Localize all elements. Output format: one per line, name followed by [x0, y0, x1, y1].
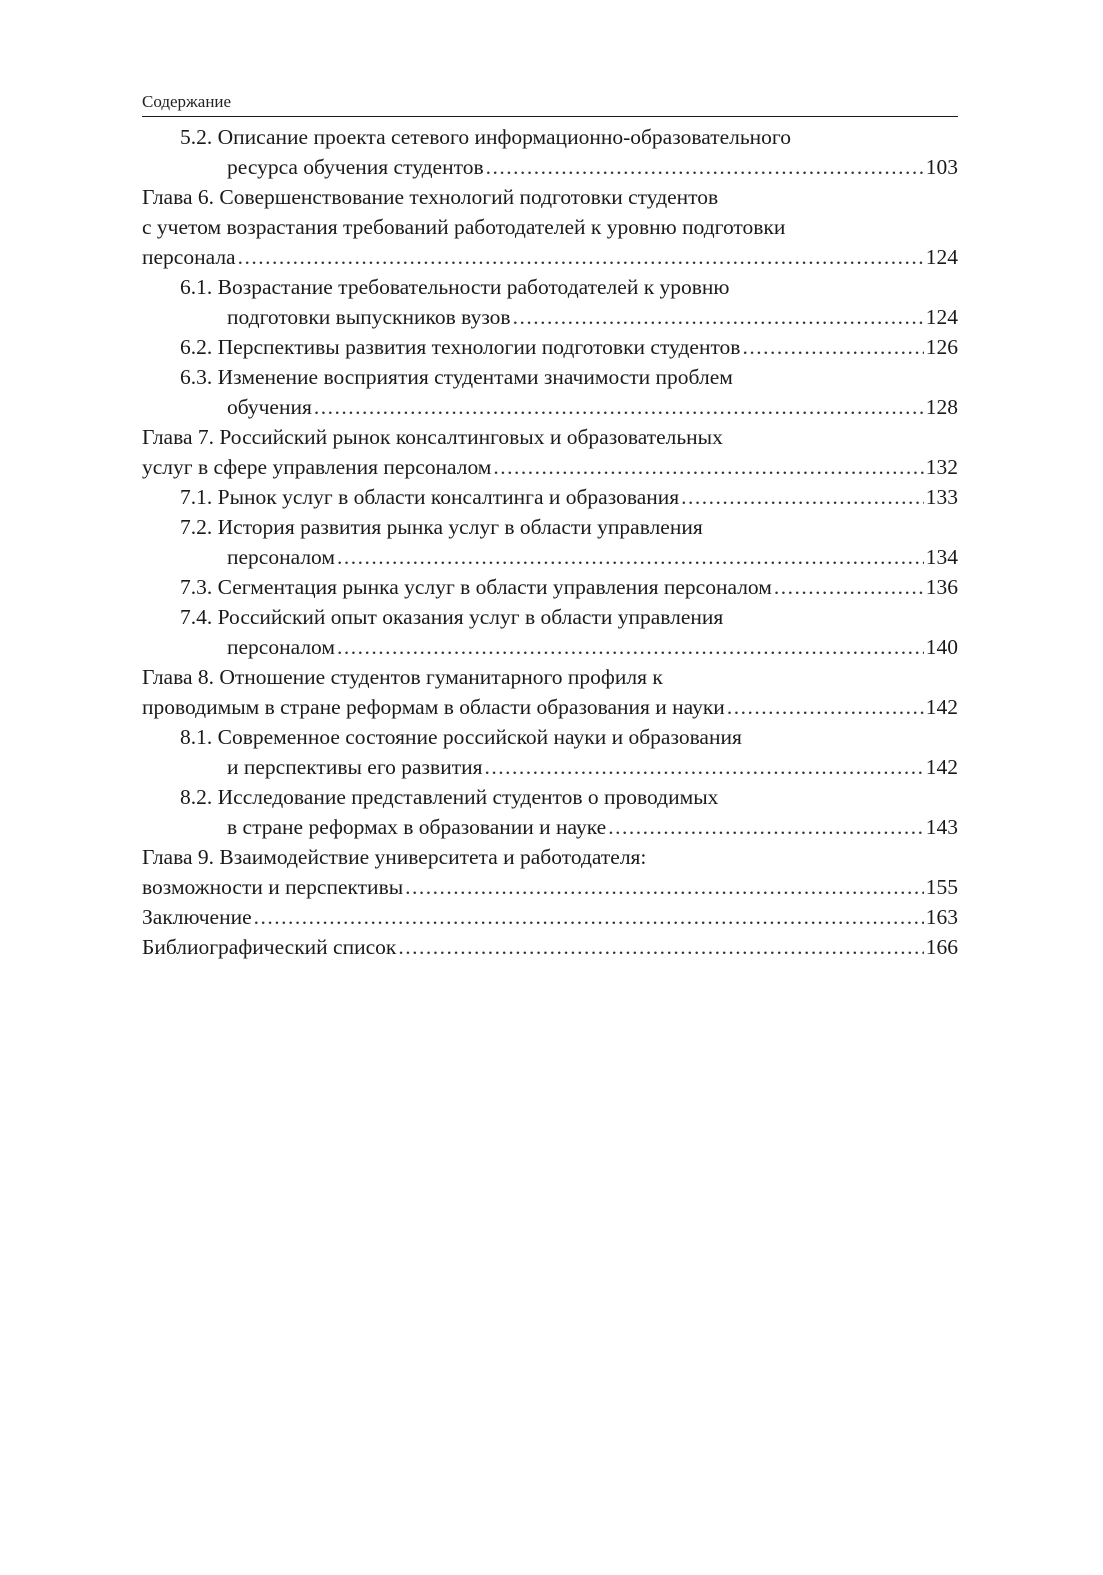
toc-entry-last-line — [142, 242, 958, 272]
toc-page-number: 134 — [925, 545, 958, 569]
toc-entry-text: ресурса обучения студентов — [227, 155, 484, 179]
toc-entry-last-line — [142, 932, 958, 962]
toc-entry-last-line — [180, 302, 958, 332]
toc-entry-last-line — [180, 812, 958, 842]
toc-entry-last-line — [142, 902, 958, 932]
toc-entry-text: в стране реформах в образовании и науке — [227, 815, 607, 839]
toc-chapter-entry[interactable] — [142, 182, 958, 272]
toc-page-number: 143 — [925, 815, 958, 839]
toc-section-entry[interactable] — [142, 272, 958, 332]
toc-entry-text: Глава 7. Российский рынок консалтинговых и образовательных — [142, 425, 723, 449]
toc-entry-text: 7.4. Российский опыт оказания услуг в области управления — [180, 605, 724, 629]
table-of-contents — [142, 122, 958, 962]
toc-entry-text: возможности и перспективы — [142, 875, 404, 899]
toc-chapter-entry[interactable] — [142, 842, 958, 902]
page-title: Содержание — [142, 92, 232, 111]
toc-page-number: 142 — [925, 755, 958, 779]
toc-entry-text: Глава 8. Отношение студентов гуманитарного профиля к — [142, 665, 663, 689]
dot-leader — [774, 572, 924, 602]
dot-leader — [398, 932, 923, 962]
dot-leader — [254, 902, 924, 932]
dot-leader — [337, 542, 924, 572]
toc-chapter-entry[interactable] — [142, 662, 958, 722]
toc-section-entry[interactable] — [142, 512, 958, 572]
toc-entry-last-line — [180, 632, 958, 662]
dot-leader — [742, 332, 923, 362]
toc-page-number: 136 — [925, 575, 958, 599]
toc-section-entry[interactable] — [142, 332, 958, 362]
toc-entry-text: персоналом — [227, 545, 336, 569]
toc-page-number: 142 — [925, 695, 958, 719]
toc-entry-text: подготовки выпускников вузов — [227, 305, 511, 329]
toc-entry-text: 5.2. Описание проекта сетевого информационно-образовательного — [180, 125, 791, 149]
toc-page-number: 124 — [925, 245, 958, 269]
toc-entry-text: 7.1. Рынок услуг в области консалтинга и образования — [180, 485, 680, 509]
toc-entry-text: 8.2. Исследование представлений студентов о проводимых — [180, 785, 719, 809]
toc-entry-last-line — [180, 482, 958, 512]
toc-entry-last-line — [180, 152, 958, 182]
toc-page-number: 155 — [925, 875, 958, 899]
dot-leader — [608, 812, 924, 842]
dot-leader — [238, 242, 924, 272]
toc-entry-text: 6.2. Перспективы развития технологии подготовки студентов — [180, 335, 741, 359]
dot-leader — [727, 692, 924, 722]
toc-entry-text: персонала — [142, 245, 236, 269]
dot-leader — [337, 632, 924, 662]
toc-page-number: 133 — [925, 485, 958, 509]
toc-entry-text: Заключение — [142, 905, 252, 929]
toc-page-number: 103 — [925, 155, 958, 179]
toc-entry-last-line — [142, 872, 958, 902]
toc-section-entry[interactable] — [142, 572, 958, 602]
dot-leader — [486, 152, 924, 182]
toc-entry-text: услуг в сфере управления персоналом — [142, 455, 492, 479]
toc-section-entry[interactable] — [142, 362, 958, 422]
toc-chapter-entry[interactable] — [142, 932, 958, 962]
dot-leader — [513, 302, 924, 332]
toc-page-number: 124 — [925, 305, 958, 329]
toc-entry-text: с учетом возрастания требований работодателей к уровню подготовки — [142, 215, 786, 239]
toc-entry-last-line — [142, 692, 958, 722]
toc-entry-last-line — [180, 752, 958, 782]
dot-leader — [314, 392, 924, 422]
toc-entry-text: Глава 9. Взаимодействие университета и работодателя: — [142, 845, 647, 869]
toc-entry-text: проводимым в стране реформам в области образования и науки — [142, 695, 725, 719]
toc-entry-text: 7.3. Сегментация рынка услуг в области управления персоналом — [180, 575, 772, 599]
toc-entry-last-line — [180, 542, 958, 572]
toc-section-entry[interactable] — [142, 782, 958, 842]
toc-page-number: 126 — [925, 335, 958, 359]
toc-entry-text: 6.3. Изменение восприятия студентами значимости проблем — [180, 365, 733, 389]
page-header — [142, 88, 958, 117]
toc-section-entry[interactable] — [142, 482, 958, 512]
toc-entry-text: и перспективы его развития — [227, 755, 483, 779]
toc-entry-last-line — [180, 572, 958, 602]
toc-chapter-entry[interactable] — [142, 422, 958, 482]
toc-entry-text: 7.2. История развития рынка услуг в области управления — [180, 515, 703, 539]
toc-entry-text: обучения — [227, 395, 312, 419]
toc-entry-text: Глава 6. Совершенствование технологий подготовки студентов — [142, 185, 719, 209]
toc-chapter-entry[interactable] — [142, 902, 958, 932]
toc-section-entry[interactable] — [142, 122, 958, 182]
toc-page-number: 166 — [925, 935, 958, 959]
toc-entry-last-line — [180, 392, 958, 422]
toc-page-number: 163 — [925, 905, 958, 929]
toc-entry-text: 8.1. Современное состояние российской науки и образования — [180, 725, 742, 749]
dot-leader — [681, 482, 924, 512]
toc-section-entry[interactable] — [142, 602, 958, 662]
dot-leader — [405, 872, 924, 902]
toc-entry-text: персоналом — [227, 635, 336, 659]
toc-entry-last-line — [180, 332, 958, 362]
toc-entry-text: Библиографический список — [142, 935, 397, 959]
toc-section-entry[interactable] — [142, 722, 958, 782]
toc-entry-text: 6.1. Возрастание требовательности работодателей к уровню — [180, 275, 730, 299]
dot-leader — [485, 752, 924, 782]
toc-entry-last-line — [142, 452, 958, 482]
dot-leader — [493, 452, 923, 482]
toc-page-number: 128 — [925, 395, 958, 419]
toc-page-number: 132 — [925, 455, 958, 479]
toc-page-number: 140 — [925, 635, 958, 659]
